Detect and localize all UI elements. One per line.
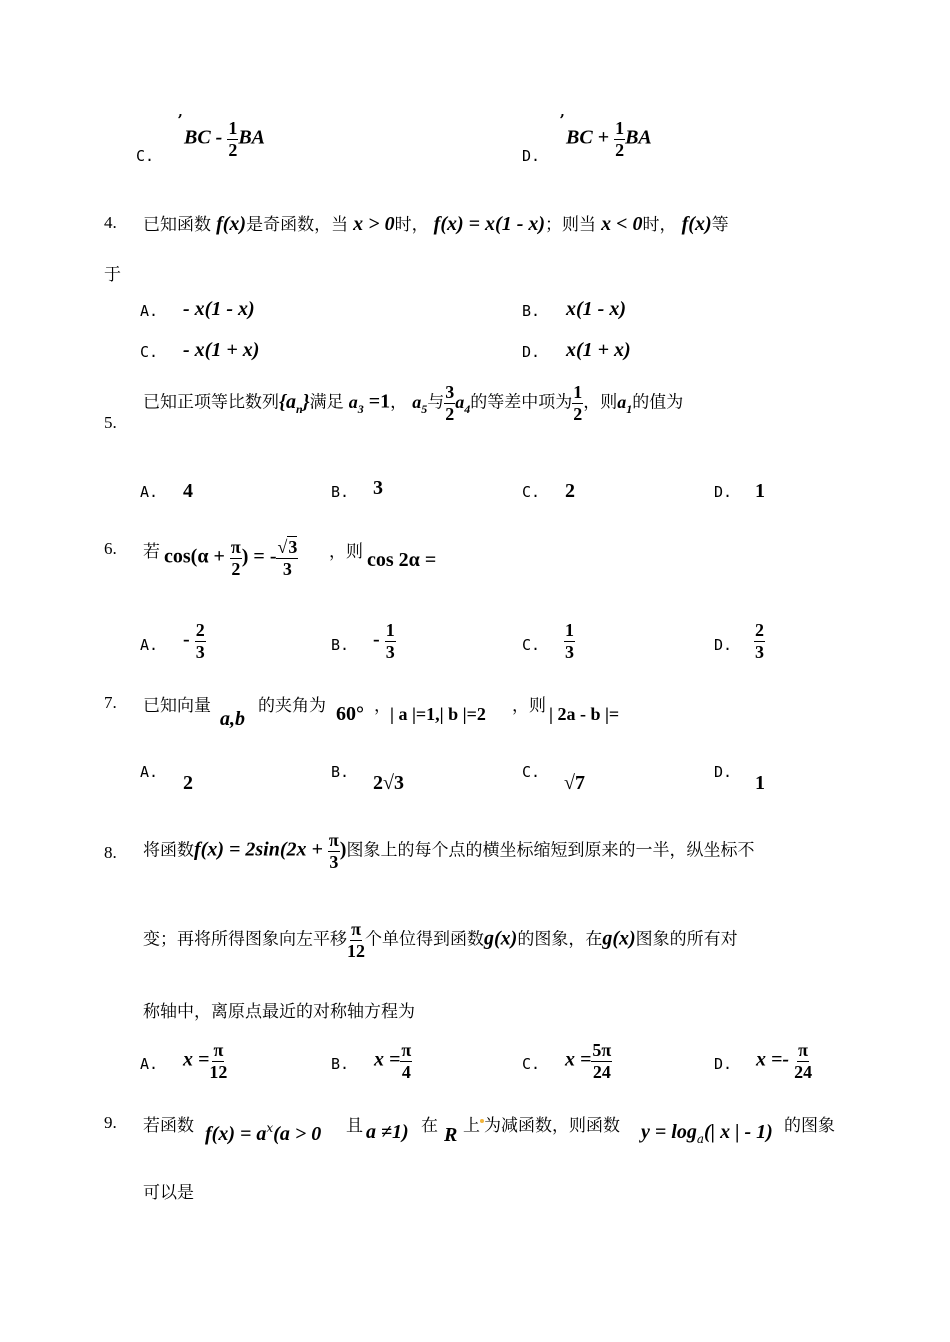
q9-t1: 若函数 bbox=[143, 1116, 194, 1136]
q5-option-b-label: B. bbox=[331, 483, 350, 501]
q6-option-a-expr: - $\frac{2}{3}$ bbox=[183, 620, 205, 662]
q8-stem-line1: 将函数f(x) = 2sin(2x + $\frac{\pi}{3}$ )图象上的每个点的横坐标缩短到原来的一半，纵坐标不 bbox=[143, 830, 755, 872]
q6-option-a-label: A. bbox=[140, 636, 159, 654]
q4-option-b-label: B. bbox=[522, 302, 541, 320]
q3-option-d-expr: BC + $\frac{1}{2}$ BA bbox=[566, 118, 652, 160]
q5-option-d-value: 1 bbox=[755, 480, 765, 502]
q9-func: $f(x) = a^x(a > 0$ bbox=[205, 1121, 322, 1145]
q5-option-c-value: 2 bbox=[565, 480, 575, 502]
q7-number: 7. bbox=[104, 693, 117, 712]
q4-stem-line2: 于 bbox=[104, 265, 121, 285]
q5-option-a-label: A. bbox=[140, 483, 159, 501]
q6-condition: cos(α + $\frac{\pi}{2}$ ) = - $\frac{√3}{3}$ bbox=[164, 537, 298, 579]
q8-stem-line3: 称轴中，离原点最近的对称轴方程为 bbox=[143, 1002, 415, 1022]
q7-option-c-value: √7 bbox=[564, 772, 585, 794]
q6-option-b-expr: - $\frac{1}{3}$ bbox=[373, 620, 395, 662]
q8-option-a-expr: x = $\frac{\pi}{12}$ bbox=[183, 1040, 228, 1082]
q7-t2: 的夹角为 bbox=[258, 696, 326, 716]
q7-option-d-label: D. bbox=[714, 763, 733, 781]
q8-stem-line2: 变；再将所得图象向左平移 $\frac{\pi}{12}$ 个单位得到函数g(x)的图象，在g(x)图象的所有对 bbox=[143, 919, 738, 961]
q4-option-c-expr: - x(1 + x) bbox=[183, 339, 260, 361]
q6-then: ，则 bbox=[329, 542, 363, 562]
q4-option-a-expr: - x(1 - x) bbox=[183, 298, 255, 320]
q3-option-c-expr: BC - $\frac{1}{2}$ BA bbox=[184, 118, 266, 160]
q7-angle: 60° bbox=[336, 703, 364, 725]
q5-option-b-value: 3 bbox=[373, 477, 383, 499]
q4-option-d-expr: x(1 + x) bbox=[566, 339, 631, 361]
q3-tick-c: , bbox=[178, 104, 183, 120]
q7-option-a-value: 2 bbox=[183, 772, 193, 794]
q6-option-c-label: C. bbox=[522, 636, 541, 654]
q9-t5: 为减函数，则函数 bbox=[484, 1116, 620, 1136]
q7-option-d-value: 1 bbox=[755, 772, 765, 794]
q9-t7: 可以是 bbox=[143, 1183, 194, 1203]
q3-option-c-label: C. bbox=[136, 147, 155, 165]
q6-ask: cos 2α = bbox=[367, 549, 437, 571]
q7-option-c-label: C. bbox=[522, 763, 541, 781]
q4-option-d-label: D. bbox=[522, 343, 541, 361]
q5-option-c-label: C. bbox=[522, 483, 541, 501]
q8-option-b-expr: x = $\frac{\pi}{4}$ bbox=[374, 1040, 412, 1082]
q7-option-a-label: A. bbox=[140, 763, 159, 781]
q7-t1: 已知向量 bbox=[143, 696, 211, 716]
q6-option-d-expr: $\frac{2}{3}$ bbox=[755, 620, 764, 662]
q7-option-b-value: 2√3 bbox=[373, 772, 404, 794]
q8-option-a-label: A. bbox=[140, 1055, 159, 1073]
q5-option-d-label: D. bbox=[714, 483, 733, 501]
q8-number: 8. bbox=[104, 843, 117, 862]
q6-number: 6. bbox=[104, 539, 117, 558]
q5-stem: 已知正项等比数列$\{a_n\}$满足 $a_3 =1$， $a_5$与 $\frac{3}{2}$ $a_4$的等差中项为 $\frac{1}{2}$ ，则$a_1$的值为 bbox=[143, 382, 684, 424]
q9-number: 9. bbox=[104, 1113, 117, 1132]
q3-option-d-label: D. bbox=[522, 147, 541, 165]
q6-prefix: 若 bbox=[143, 542, 160, 562]
q9-R: R bbox=[444, 1124, 458, 1146]
q7-condition: | a |=1,| b |=2 bbox=[390, 704, 486, 724]
q4-number: 4. bbox=[104, 213, 117, 232]
q4-option-b-expr: x(1 - x) bbox=[566, 298, 626, 320]
q9-t2: 且 bbox=[346, 1116, 363, 1136]
q7-comma: ， bbox=[374, 696, 391, 716]
q7-t3: ，则 bbox=[512, 696, 546, 716]
q9-y: $y = \log_a(|$ x | - 1) bbox=[641, 1121, 773, 1146]
q9-t4: 上 bbox=[463, 1116, 480, 1136]
q7-ask: | 2a - b |= bbox=[549, 704, 620, 724]
q3-tick-d: , bbox=[560, 104, 565, 120]
q9-t6: 的图象 bbox=[784, 1116, 835, 1136]
q6-option-c-expr: $\frac{1}{3}$ bbox=[565, 620, 574, 662]
q8-option-b-label: B. bbox=[331, 1055, 350, 1073]
q5-number: 5. bbox=[104, 413, 117, 432]
q9-cond2: a ≠1) bbox=[366, 1121, 409, 1143]
q6-option-d-label: D. bbox=[714, 636, 733, 654]
q4-option-a-label: A. bbox=[140, 302, 159, 320]
q4-option-c-label: C. bbox=[140, 343, 159, 361]
q4-stem-line1: 已知函数 f(x)是奇函数，当 x > 0时， f(x) = x(1 - x)；则当 x < 0时， f(x)等 bbox=[143, 213, 729, 235]
q8-option-c-label: C. bbox=[522, 1055, 541, 1073]
q7-option-b-label: B. bbox=[331, 763, 350, 781]
q7-vectors: a,b bbox=[220, 708, 245, 730]
q9-t3: 在 bbox=[421, 1116, 438, 1136]
q8-option-c-expr: x = $\frac{5\pi}{24}$ bbox=[565, 1040, 612, 1082]
q6-option-b-label: B. bbox=[331, 636, 350, 654]
q8-option-d-expr: x =- $\frac{\pi}{24}$ bbox=[756, 1040, 813, 1082]
q5-option-a-value: 4 bbox=[183, 480, 193, 502]
q8-option-d-label: D. bbox=[714, 1055, 733, 1073]
